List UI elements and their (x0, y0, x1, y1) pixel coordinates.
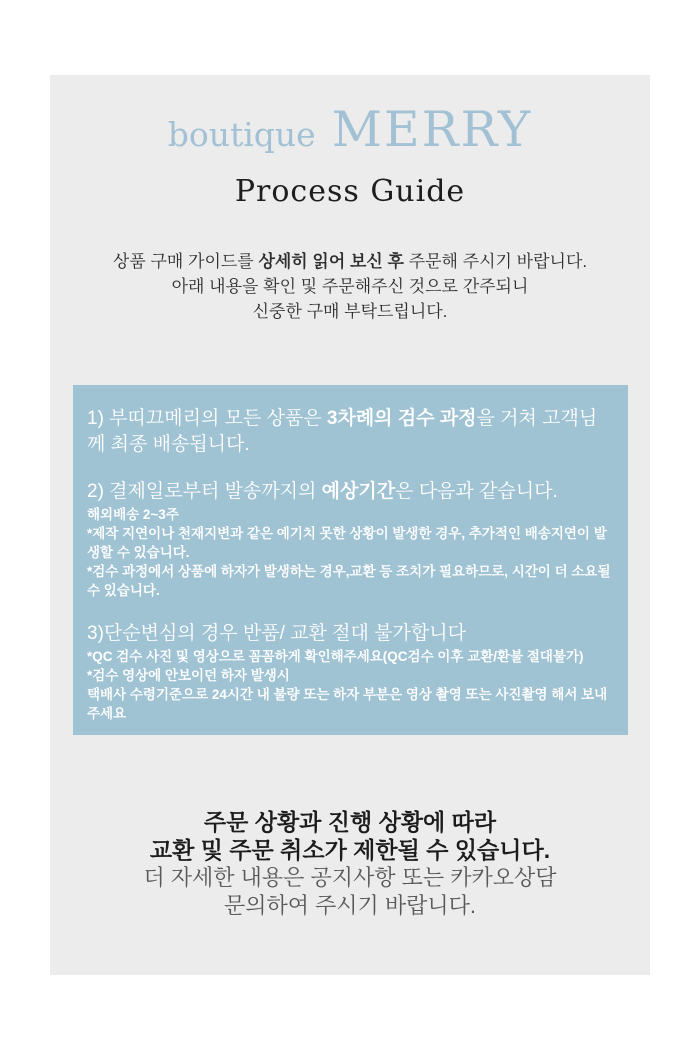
brand-name: MERRY (331, 101, 533, 158)
notice-item-2-post: 은 다음과 같습니다. (395, 481, 558, 502)
notice-item-1-post: 을 거쳐 고객님께 최종 배송됩니다. (87, 408, 598, 455)
notice-item-2-bold: 예상기간 (321, 481, 396, 502)
notice-item-2-note-1: 해외배송 2~3주 (87, 507, 179, 522)
footer-line-3: 더 자세한 내용은 공지사항 또는 카카오상담 (143, 865, 557, 890)
notice-item-3-heading: 3)단순변심의 경우 반품/ 교환 절대 불가합니다 (87, 623, 466, 644)
notice-item-3-note-1: *QC 검수 사진 및 영상으로 꼼꼼하게 확인해주세요(QC검수 이후 교환/환불 절대불가) (87, 649, 584, 664)
footer-line-4: 문의하여 주시기 바랍니다. (223, 893, 477, 918)
notice-item-1-heading (87, 406, 614, 458)
intro-line-1 (50, 249, 650, 274)
intro-line-2: 아래 내용을 확인 및 주문해주신 것으로 간주되니 (171, 277, 529, 296)
notice-item-2-pre: 2) 결제일로부터 발송까지의 (87, 481, 322, 502)
notice-box (73, 385, 628, 735)
notice-item-2-note-2: *제작 지연이나 천재지변과 같은 예기치 못한 상황이 발생한 경우, 추가적인 배송지연이 발생할 수 있습니다. (87, 526, 607, 560)
page-title: Process Guide (234, 174, 466, 209)
footer-notice (50, 808, 650, 920)
brand-prefix: boutique (167, 115, 316, 154)
notice-item-1-bold: 3차례의 검수 과정 (326, 408, 477, 429)
intro-line-1-post: 주문해 주시기 바랍니다. (403, 252, 588, 271)
notice-item-2-heading (87, 479, 614, 505)
intro-line-1-pre: 상품 구매 가이드를 (112, 252, 259, 271)
footer-bold-line-2: 교환 및 주문 취소가 제한될 수 있습니다. (149, 837, 551, 863)
intro-paragraph (50, 249, 650, 324)
notice-item-2-note-3: *검수 과정에서 상품에 하자가 발생하는 경우,교환 등 조치가 필요하므로, 시간이 더 소요될 수 있습니다. (87, 564, 611, 598)
notice-item-3-note-2: *검수 영상에 안보이던 하자 발생시 (87, 668, 290, 683)
intro-line-3: 신중한 구매 부탁드립니다. (252, 302, 448, 321)
guide-panel (50, 75, 650, 975)
brand-logo (50, 101, 650, 158)
intro-line-1-bold: 상세히 읽어 보신 후 (258, 252, 404, 271)
notice-item-1-pre: 1) 부띠끄메리의 모든 상품은 (87, 408, 327, 429)
footer-bold-line-1: 주문 상황과 진행 상황에 따라 (203, 809, 497, 835)
notice-item-3-note-3: 택배사 수령기준으로 24시간 내 불량 또는 하자 부분은 영상 촬영 또는 사진촬영 해서 보내주세요 (87, 687, 608, 721)
